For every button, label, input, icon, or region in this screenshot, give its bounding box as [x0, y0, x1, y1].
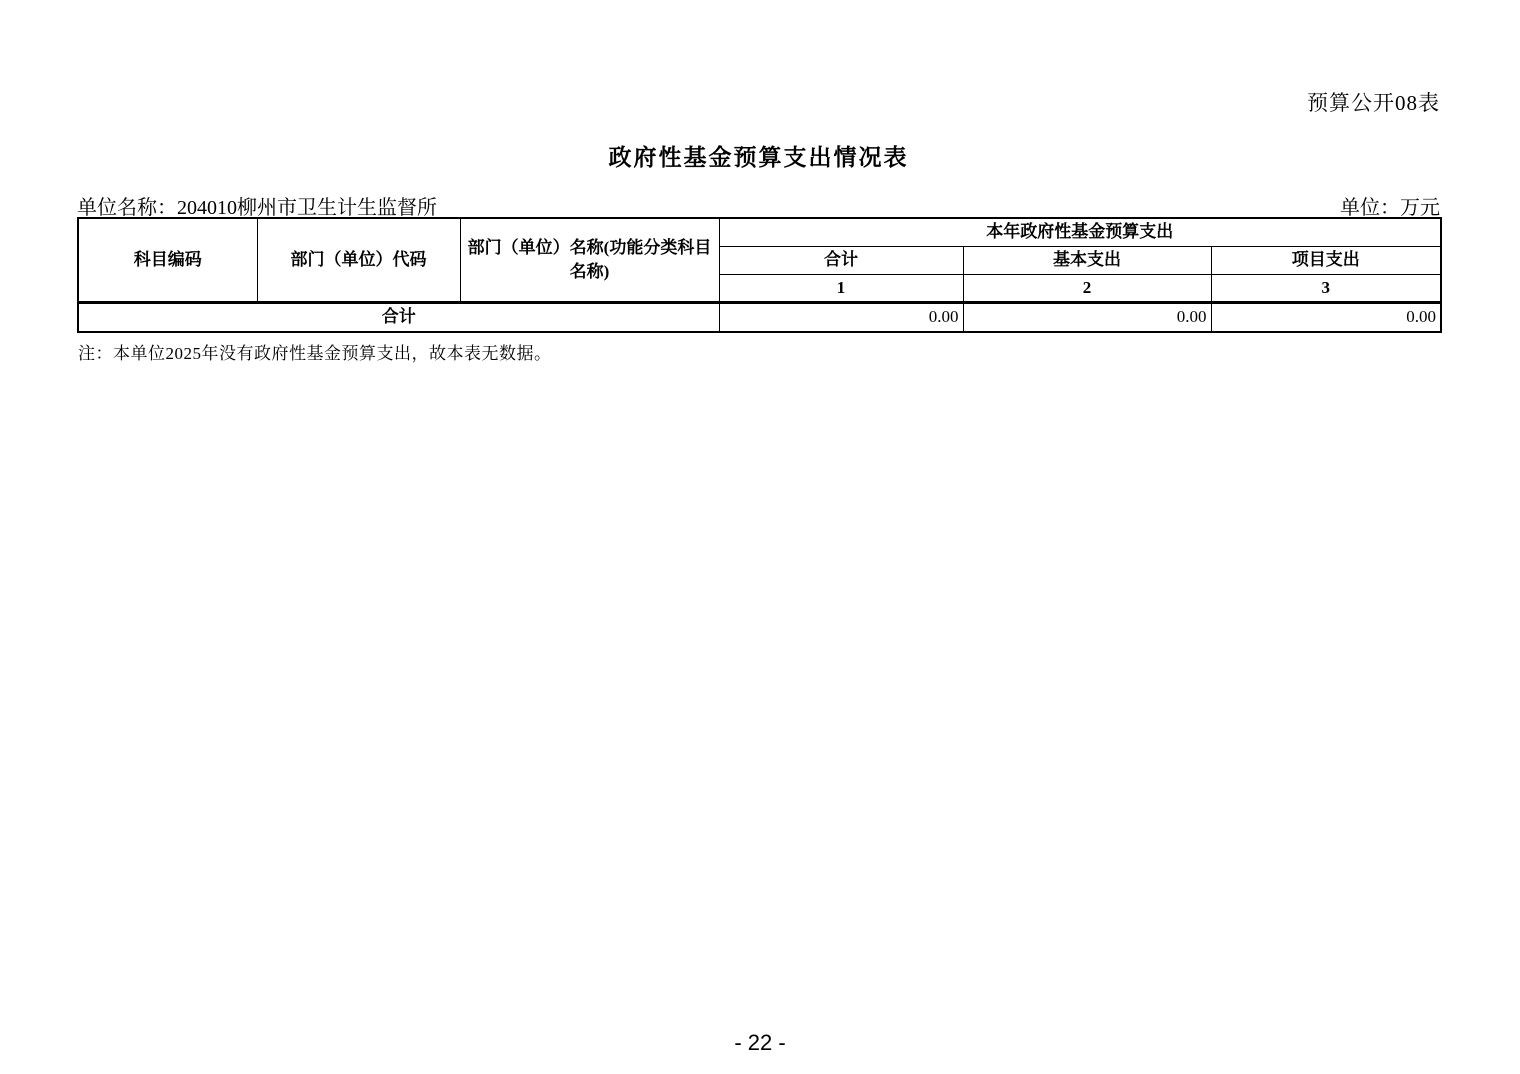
header-dept-name: 部门（单位）名称(功能分类科目名称): [460, 218, 719, 303]
unit-name-label: 单位名称：204010柳州市卫生计生监督所: [77, 197, 437, 219]
header-col-total: 合计: [719, 246, 963, 274]
header-group-current-year-fund-expenditure: 本年政府性基金预算支出: [719, 218, 1441, 246]
header-colnum-3: 3: [1211, 274, 1441, 303]
form-number-label: 预算公开08表: [1307, 91, 1440, 115]
header-subject-code: 科目编码: [78, 218, 257, 303]
row-label-total: 合计: [78, 303, 719, 332]
cell-total-value: 0.00: [719, 303, 963, 332]
header-colnum-1: 1: [719, 274, 963, 303]
cell-project-expenditure-value: 0.00: [1211, 303, 1441, 332]
header-colnum-2: 2: [963, 274, 1211, 303]
cell-basic-expenditure-value: 0.00: [963, 303, 1211, 332]
header-col-project-expenditure: 项目支出: [1211, 246, 1441, 274]
footnote: 注：本单位2025年没有政府性基金预算支出，故本表无数据。: [78, 344, 552, 363]
header-dept-code: 部门（单位）代码: [257, 218, 460, 303]
budget-table: [77, 217, 1442, 333]
header-col-basic-expenditure: 基本支出: [963, 246, 1211, 274]
page-title: 政府性基金预算支出情况表: [608, 145, 909, 170]
page-number: - 22 -: [734, 1030, 786, 1055]
meta-row: [77, 191, 1440, 220]
table-row-total: [78, 303, 1441, 332]
unit-measure-label: 单位：万元: [1340, 197, 1440, 219]
